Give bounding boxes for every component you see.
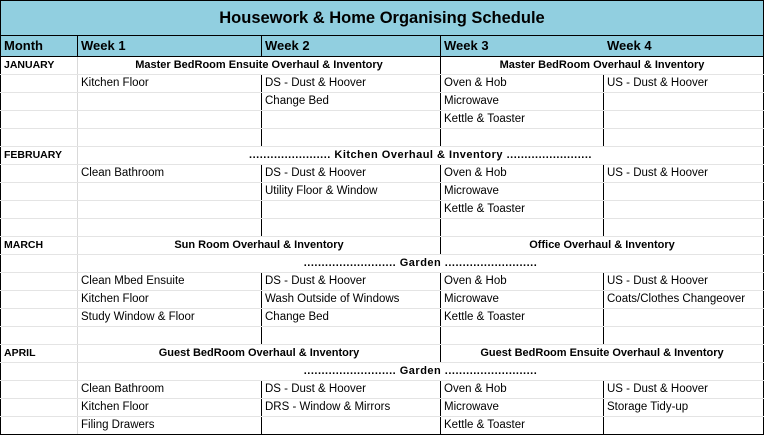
project-february: ....................... Kitchen Overhaul & Inventory ........................ xyxy=(78,147,764,165)
project-april-right: Guest BedRoom Ensuite Overhaul & Inventory xyxy=(441,345,764,363)
column-header-week1: Week 1 xyxy=(78,36,262,57)
task-cell: US - Dust & Hoover xyxy=(604,75,764,93)
task-cell xyxy=(604,201,764,219)
column-header-month: Month xyxy=(1,36,78,57)
garden-march: .......................... Garden .......................... xyxy=(78,255,764,273)
task-cell: Kitchen Floor xyxy=(78,291,262,309)
project-january-left: Master BedRoom Ensuite Overhaul & Inventory xyxy=(78,57,441,75)
task-cell: DS - Dust & Hoover xyxy=(262,75,441,93)
task-cell: Kettle & Toaster xyxy=(441,417,604,435)
task-cell xyxy=(262,417,441,435)
month-label-march: MARCH xyxy=(1,237,78,255)
task-cell: Wash Outside of Windows xyxy=(262,291,441,309)
task-cell: Oven & Hob xyxy=(441,273,604,291)
task-cell xyxy=(78,93,262,111)
task-cell xyxy=(78,111,262,129)
task-cell xyxy=(262,111,441,129)
column-header-week4: Week 4 xyxy=(604,36,764,57)
task-cell xyxy=(78,201,262,219)
task-cell xyxy=(78,183,262,201)
task-cell: Kettle & Toaster xyxy=(441,111,604,129)
task-cell: Microwave xyxy=(441,183,604,201)
task-cell: DS - Dust & Hoover xyxy=(262,381,441,399)
month-label-january: JANUARY xyxy=(1,57,78,75)
task-cell xyxy=(262,201,441,219)
garden-april: .......................... Garden .......................... xyxy=(78,363,764,381)
task-cell: Clean Bathroom xyxy=(78,165,262,183)
page-title: Housework & Home Organising Schedule xyxy=(1,1,764,36)
month-label-february: FEBRUARY xyxy=(1,147,78,165)
project-march-right: Office Overhaul & Inventory xyxy=(441,237,764,255)
task-cell: Coats/Clothes Changeover xyxy=(604,291,764,309)
task-cell: Microwave xyxy=(441,93,604,111)
task-cell xyxy=(604,309,764,327)
task-cell: Oven & Hob xyxy=(441,165,604,183)
column-header-week2: Week 2 xyxy=(262,36,441,57)
task-cell: US - Dust & Hoover xyxy=(604,381,764,399)
task-cell: US - Dust & Hoover xyxy=(604,273,764,291)
task-cell: Kitchen Floor xyxy=(78,399,262,417)
project-april-left: Guest BedRoom Overhaul & Inventory xyxy=(78,345,441,363)
task-cell: Filing Drawers xyxy=(78,417,262,435)
task-cell: Kitchen Floor xyxy=(78,75,262,93)
task-cell: Storage Tidy-up xyxy=(604,399,764,417)
task-cell: Microwave xyxy=(441,291,604,309)
task-cell xyxy=(604,417,764,435)
task-cell: Utility Floor & Window xyxy=(262,183,441,201)
task-cell xyxy=(604,93,764,111)
task-cell: Clean Bathroom xyxy=(78,381,262,399)
task-cell: Change Bed xyxy=(262,309,441,327)
month-label-april: APRIL xyxy=(1,345,78,363)
task-cell: Change Bed xyxy=(262,93,441,111)
column-header-week3: Week 3 xyxy=(441,36,604,57)
task-cell xyxy=(604,111,764,129)
task-cell: Kettle & Toaster xyxy=(441,309,604,327)
task-cell: DRS - Window & Mirrors xyxy=(262,399,441,417)
project-march-left: Sun Room Overhaul & Inventory xyxy=(78,237,441,255)
project-january-right: Master BedRoom Overhaul & Inventory xyxy=(441,57,764,75)
task-cell: DS - Dust & Hoover xyxy=(262,165,441,183)
task-cell: Oven & Hob xyxy=(441,381,604,399)
task-cell: Microwave xyxy=(441,399,604,417)
task-cell: Kettle & Toaster xyxy=(441,201,604,219)
task-cell: Study Window & Floor xyxy=(78,309,262,327)
task-cell: Oven & Hob xyxy=(441,75,604,93)
task-cell: Clean Mbed Ensuite xyxy=(78,273,262,291)
task-cell: DS - Dust & Hoover xyxy=(262,273,441,291)
task-cell xyxy=(604,183,764,201)
task-cell: US - Dust & Hoover xyxy=(604,165,764,183)
